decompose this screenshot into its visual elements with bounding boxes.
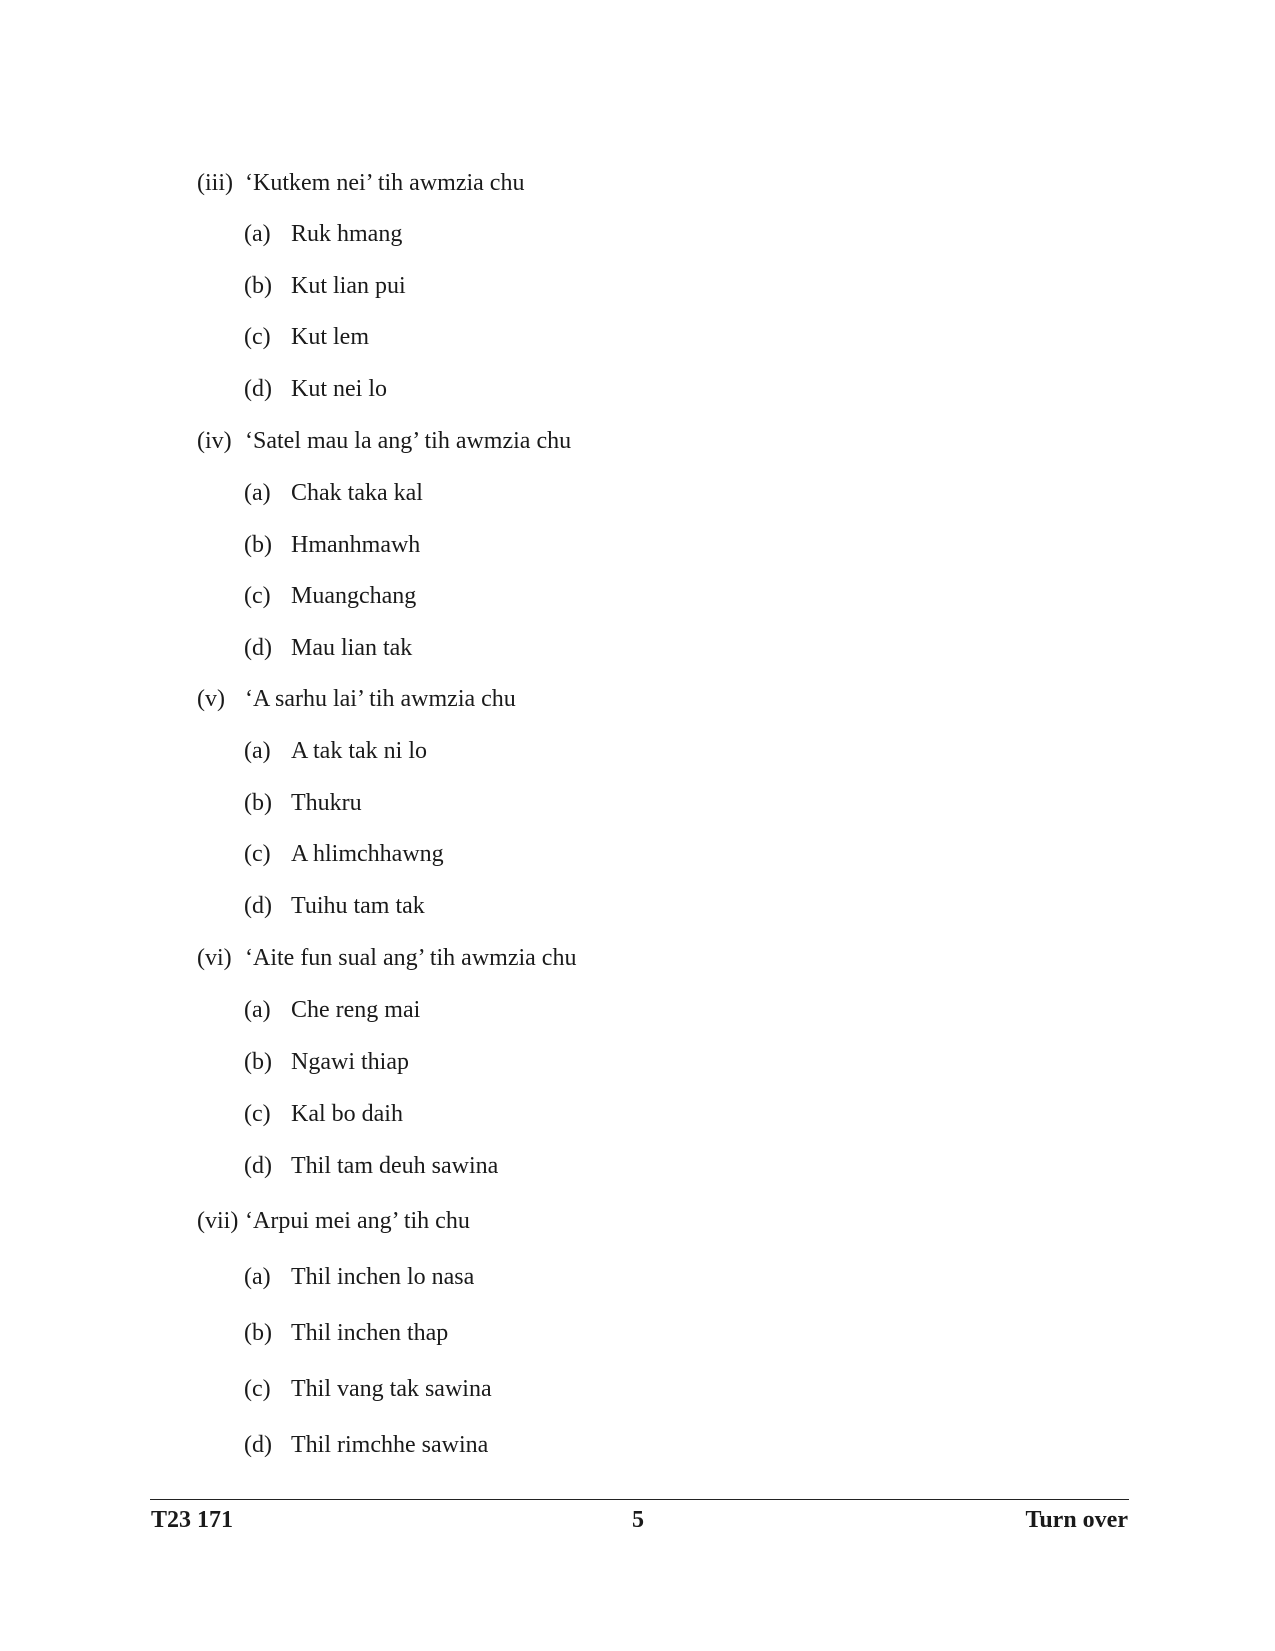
option-letter: (d) [244, 635, 272, 661]
option-vi-a [244, 995, 420, 1025]
option-letter: (c) [244, 1101, 271, 1127]
option-iv-a [244, 478, 423, 508]
option-vii-c [244, 1374, 492, 1404]
footer-divider [150, 1499, 1129, 1500]
option-iii-c [244, 322, 369, 352]
option-vi-c [244, 1099, 403, 1129]
question-iii [197, 168, 524, 198]
option-vii-a [244, 1262, 474, 1292]
question-prompt: ‘Satel mau la ang’ tih awmzia chu [245, 428, 572, 454]
question-vii [197, 1206, 470, 1236]
question-v [197, 684, 516, 714]
option-iv-d [244, 633, 412, 663]
option-letter: (a) [244, 480, 271, 506]
question-number: (iii) [197, 170, 233, 196]
question-number: (iv) [197, 428, 232, 454]
option-letter: (c) [244, 324, 271, 350]
option-iii-b [244, 271, 406, 301]
question-prompt: ‘Aite fun sual ang’ tih awmzia chu [245, 945, 577, 971]
option-letter: (c) [244, 1376, 271, 1402]
option-text: Thil tam deuh sawina [291, 1153, 499, 1179]
question-number: (v) [197, 686, 225, 712]
option-text: A hlimchhawng [291, 841, 444, 867]
option-text: Che reng mai [291, 997, 421, 1023]
option-letter: (d) [244, 376, 272, 402]
option-iv-c [244, 581, 416, 611]
page-number: 5 [632, 1507, 644, 1533]
option-letter: (c) [244, 841, 271, 867]
option-text: A tak tak ni lo [291, 738, 427, 764]
option-letter: (c) [244, 583, 271, 609]
option-text: Kut lem [291, 324, 369, 350]
option-text: Kut nei lo [291, 376, 387, 402]
question-prompt: ‘Arpui mei ang’ tih chu [245, 1208, 470, 1234]
option-letter: (b) [244, 273, 272, 299]
turn-over-label: Turn over [1025, 1507, 1128, 1533]
option-text: Chak taka kal [291, 480, 423, 506]
option-letter: (d) [244, 1432, 272, 1458]
option-v-b [244, 788, 362, 818]
option-text: Ngawi thiap [291, 1049, 409, 1075]
option-letter: (a) [244, 1264, 271, 1290]
option-v-c [244, 839, 444, 869]
option-vii-b [244, 1318, 448, 1348]
option-letter: (a) [244, 738, 271, 764]
option-iv-b [244, 530, 420, 560]
option-iii-a [244, 219, 402, 249]
option-v-d [244, 891, 425, 921]
option-text: Thil vang tak sawina [291, 1376, 492, 1402]
option-letter: (d) [244, 893, 272, 919]
option-iii-d [244, 374, 387, 404]
option-text: Kut lian pui [291, 273, 406, 299]
option-vi-d [244, 1151, 498, 1181]
option-text: Thil rimchhe sawina [291, 1432, 489, 1458]
option-letter: (b) [244, 1320, 272, 1346]
option-letter: (b) [244, 1049, 272, 1075]
question-prompt: ‘Kutkem nei’ tih awmzia chu [245, 170, 525, 196]
option-letter: (a) [244, 997, 271, 1023]
option-vi-b [244, 1047, 409, 1077]
option-letter: (d) [244, 1153, 272, 1179]
question-number: (vii) [197, 1208, 239, 1234]
option-text: Tuihu tam tak [291, 893, 425, 919]
option-letter: (b) [244, 790, 272, 816]
question-prompt: ‘A sarhu lai’ tih awmzia chu [245, 686, 516, 712]
option-text: Thukru [291, 790, 362, 816]
option-text: Muangchang [291, 583, 417, 609]
option-text: Thil inchen lo nasa [291, 1264, 475, 1290]
question-vi [197, 943, 576, 973]
option-vii-d [244, 1430, 488, 1460]
option-text: Ruk hmang [291, 221, 403, 247]
question-iv [197, 426, 571, 456]
option-text: Hmanhmawh [291, 532, 421, 558]
option-v-a [244, 736, 427, 766]
option-text: Thil inchen thap [291, 1320, 449, 1346]
paper-code: T23 171 [151, 1507, 234, 1533]
option-letter: (a) [244, 221, 271, 247]
option-text: Mau lian tak [291, 635, 413, 661]
question-number: (vi) [197, 945, 232, 971]
option-text: Kal bo daih [291, 1101, 403, 1127]
option-letter: (b) [244, 532, 272, 558]
